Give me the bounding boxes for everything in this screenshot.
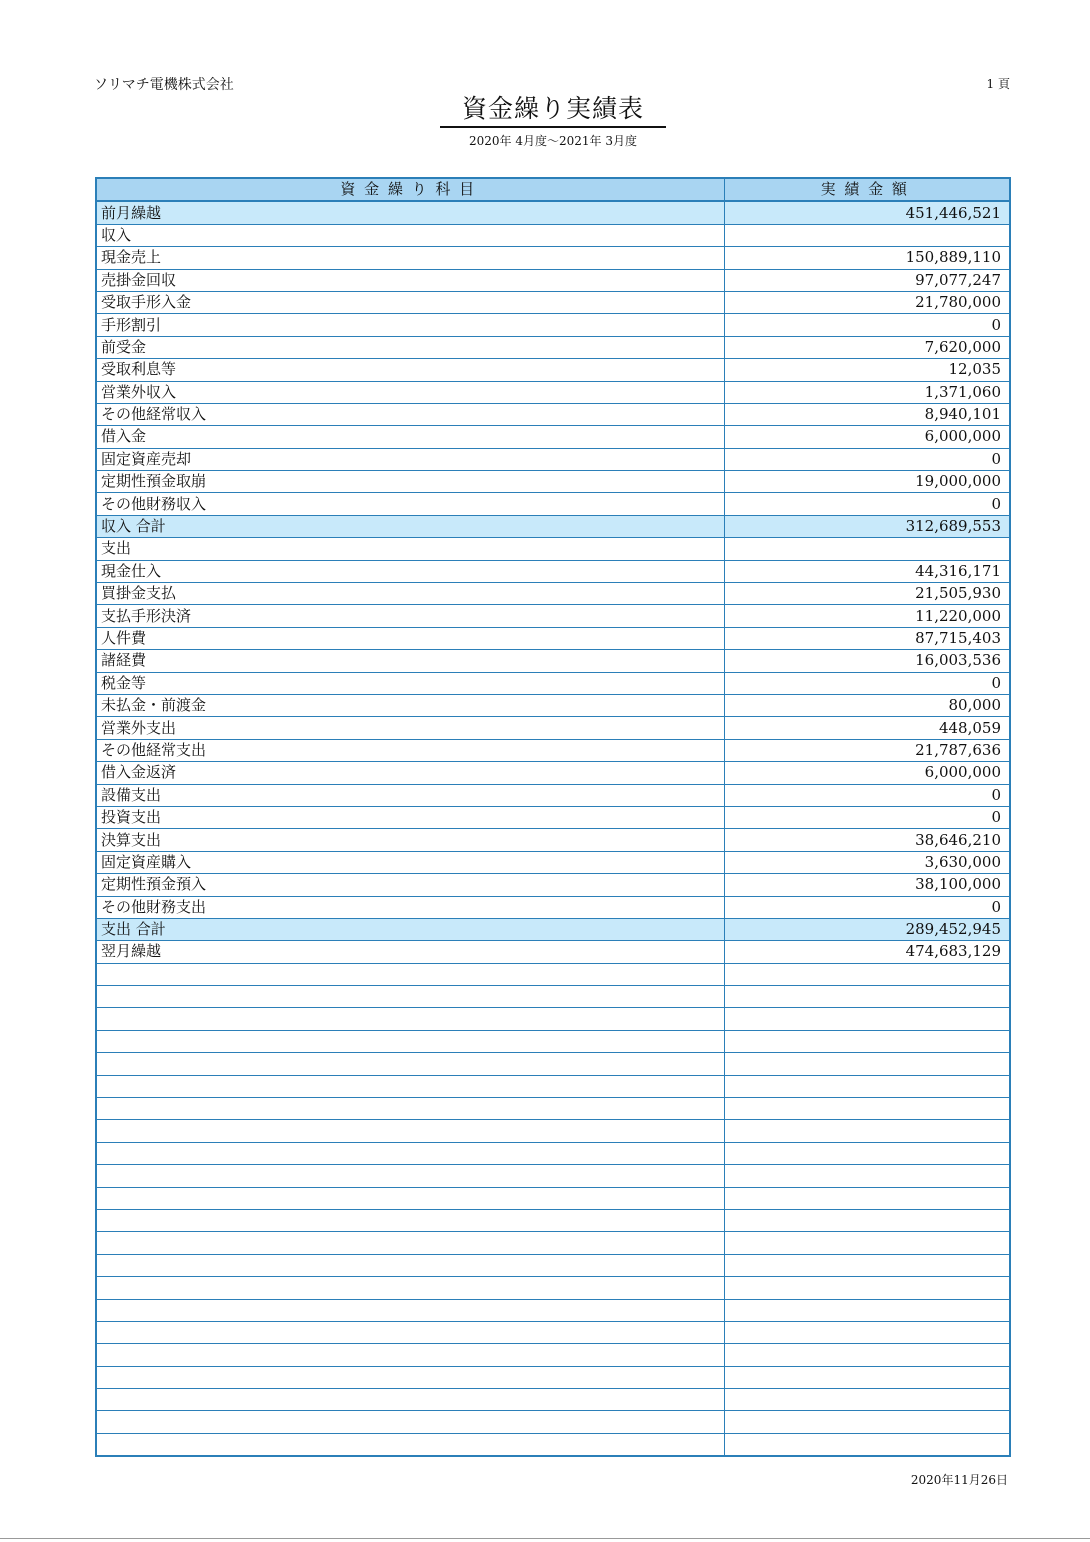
row-label: 税金等 [96, 672, 724, 694]
empty-row [96, 1366, 1010, 1388]
empty-cell [96, 1209, 724, 1231]
table-header-row [96, 178, 1010, 201]
table-row [96, 627, 1010, 649]
row-label: 現金売上 [96, 247, 724, 269]
table-row [96, 381, 1010, 403]
table-row [96, 247, 1010, 269]
table-row [96, 896, 1010, 918]
table-row [96, 583, 1010, 605]
row-amount: 150,889,110 [724, 247, 1010, 269]
table-row [96, 515, 1010, 537]
row-label: 支払手形決済 [96, 605, 724, 627]
empty-row [96, 1344, 1010, 1366]
empty-cell [724, 1344, 1010, 1366]
empty-cell [724, 986, 1010, 1008]
empty-cell [96, 1433, 724, 1456]
page-bottom-rule [0, 1538, 1090, 1539]
row-amount [724, 224, 1010, 246]
company-name: ソリマチ電機株式会社 [94, 77, 234, 93]
row-amount: 0 [724, 672, 1010, 694]
table-row [96, 471, 1010, 493]
table-row [96, 201, 1010, 224]
cash-flow-table [95, 177, 1011, 1457]
empty-row [96, 1142, 1010, 1164]
row-label: 翌月繰越 [96, 941, 724, 963]
empty-cell [96, 986, 724, 1008]
empty-cell [724, 1165, 1010, 1187]
row-amount [724, 538, 1010, 560]
row-label: その他経常支出 [96, 739, 724, 761]
empty-row [96, 963, 1010, 985]
table-row [96, 560, 1010, 582]
report-period: 2020年 4月度～2021年 3月度 [469, 134, 637, 148]
table-body [96, 201, 1010, 1456]
row-amount: 44,316,171 [724, 560, 1010, 582]
empty-cell [724, 1187, 1010, 1209]
empty-cell [96, 1008, 724, 1030]
table-row [96, 672, 1010, 694]
empty-row [96, 1053, 1010, 1075]
row-amount: 0 [724, 784, 1010, 806]
column-header-amount: 実 績 金 額 [724, 178, 1010, 201]
table-row [96, 874, 1010, 896]
table-row [96, 829, 1010, 851]
row-amount: 21,787,636 [724, 739, 1010, 761]
empty-cell [724, 1232, 1010, 1254]
empty-cell [96, 1053, 724, 1075]
table-row [96, 605, 1010, 627]
row-label: 収入 合計 [96, 515, 724, 537]
empty-cell [96, 1277, 724, 1299]
empty-cell [724, 1030, 1010, 1052]
row-amount: 1,371,060 [724, 381, 1010, 403]
row-amount: 0 [724, 493, 1010, 515]
row-label: 固定資産購入 [96, 851, 724, 873]
row-label: 定期性預金預入 [96, 874, 724, 896]
row-label: 固定資産売却 [96, 448, 724, 470]
empty-row [96, 1321, 1010, 1343]
row-amount: 21,505,930 [724, 583, 1010, 605]
row-label: 支出 合計 [96, 918, 724, 940]
table-row [96, 941, 1010, 963]
row-label: その他財務収入 [96, 493, 724, 515]
empty-cell [724, 1433, 1010, 1456]
row-amount: 6,000,000 [724, 762, 1010, 784]
empty-row [96, 1165, 1010, 1187]
empty-cell [96, 963, 724, 985]
empty-cell [96, 1120, 724, 1142]
row-amount: 80,000 [724, 694, 1010, 716]
row-label: 収入 [96, 224, 724, 246]
table-row [96, 739, 1010, 761]
empty-row [96, 1187, 1010, 1209]
row-label: 前受金 [96, 336, 724, 358]
empty-row [96, 1299, 1010, 1321]
table-row [96, 426, 1010, 448]
row-label: 受取手形入金 [96, 291, 724, 313]
empty-cell [724, 1411, 1010, 1433]
empty-cell [96, 1232, 724, 1254]
row-label: その他経常収入 [96, 403, 724, 425]
empty-cell [96, 1344, 724, 1366]
table-row [96, 336, 1010, 358]
report-title: 資金繰り実績表 [440, 92, 666, 128]
row-label: 買掛金支払 [96, 583, 724, 605]
table-row [96, 291, 1010, 313]
empty-cell [724, 1142, 1010, 1164]
empty-cell [96, 1142, 724, 1164]
row-amount: 448,059 [724, 717, 1010, 739]
empty-cell [96, 1165, 724, 1187]
row-label: 定期性預金取崩 [96, 471, 724, 493]
table-row [96, 314, 1010, 336]
table-row [96, 784, 1010, 806]
row-amount: 0 [724, 448, 1010, 470]
table-row [96, 538, 1010, 560]
empty-cell [96, 1389, 724, 1411]
row-amount: 8,940,101 [724, 403, 1010, 425]
row-label: 借入金返済 [96, 762, 724, 784]
row-label: 未払金・前渡金 [96, 694, 724, 716]
empty-row [96, 1411, 1010, 1433]
empty-cell [724, 1008, 1010, 1030]
table-row [96, 224, 1010, 246]
row-amount: 289,452,945 [724, 918, 1010, 940]
table-row [96, 448, 1010, 470]
row-amount: 19,000,000 [724, 471, 1010, 493]
table-row [96, 762, 1010, 784]
empty-row [96, 1433, 1010, 1456]
row-label: 諸経費 [96, 650, 724, 672]
empty-cell [96, 1187, 724, 1209]
empty-cell [724, 963, 1010, 985]
row-label: 支出 [96, 538, 724, 560]
empty-row [96, 1030, 1010, 1052]
empty-cell [724, 1366, 1010, 1388]
empty-row [96, 1075, 1010, 1097]
row-label: 借入金 [96, 426, 724, 448]
row-label: その他財務支出 [96, 896, 724, 918]
empty-cell [96, 1366, 724, 1388]
empty-cell [724, 1075, 1010, 1097]
empty-row [96, 986, 1010, 1008]
table-row [96, 493, 1010, 515]
empty-row [96, 1209, 1010, 1231]
empty-row [96, 1098, 1010, 1120]
row-label: 前月繰越 [96, 201, 724, 224]
row-label: 現金仕入 [96, 560, 724, 582]
print-date: 2020年11月26日 [910, 1473, 1008, 1487]
empty-cell [96, 1075, 724, 1097]
row-label: 設備支出 [96, 784, 724, 806]
table-row [96, 918, 1010, 940]
row-label: 投資支出 [96, 806, 724, 828]
empty-row [96, 1254, 1010, 1276]
empty-cell [96, 1030, 724, 1052]
empty-row [96, 1232, 1010, 1254]
row-amount: 38,100,000 [724, 874, 1010, 896]
empty-cell [96, 1411, 724, 1433]
empty-row [96, 1389, 1010, 1411]
row-amount: 0 [724, 806, 1010, 828]
row-amount: 11,220,000 [724, 605, 1010, 627]
row-amount: 12,035 [724, 359, 1010, 381]
row-label: 受取利息等 [96, 359, 724, 381]
empty-cell [96, 1098, 724, 1120]
row-amount: 0 [724, 314, 1010, 336]
empty-row [96, 1277, 1010, 1299]
table-row [96, 717, 1010, 739]
row-label: 売掛金回収 [96, 269, 724, 291]
row-label: 手形割引 [96, 314, 724, 336]
row-amount: 6,000,000 [724, 426, 1010, 448]
empty-cell [96, 1321, 724, 1343]
empty-row [96, 1008, 1010, 1030]
column-header-item: 資 金 繰 り 科 目 [96, 178, 724, 201]
row-amount: 312,689,553 [724, 515, 1010, 537]
table-row [96, 806, 1010, 828]
row-amount: 7,620,000 [724, 336, 1010, 358]
empty-cell [724, 1120, 1010, 1142]
empty-cell [724, 1389, 1010, 1411]
empty-cell [724, 1098, 1010, 1120]
empty-cell [724, 1254, 1010, 1276]
empty-cell [724, 1299, 1010, 1321]
empty-cell [96, 1299, 724, 1321]
empty-cell [96, 1254, 724, 1276]
row-label: 決算支出 [96, 829, 724, 851]
row-amount: 3,630,000 [724, 851, 1010, 873]
row-amount: 21,780,000 [724, 291, 1010, 313]
table-row [96, 694, 1010, 716]
table-row [96, 269, 1010, 291]
row-label: 営業外収入 [96, 381, 724, 403]
row-amount: 16,003,536 [724, 650, 1010, 672]
row-amount: 451,446,521 [724, 201, 1010, 224]
empty-cell [724, 1053, 1010, 1075]
row-amount: 474,683,129 [724, 941, 1010, 963]
empty-cell [724, 1321, 1010, 1343]
row-label: 人件費 [96, 627, 724, 649]
table-row [96, 403, 1010, 425]
row-amount: 87,715,403 [724, 627, 1010, 649]
row-label: 営業外支出 [96, 717, 724, 739]
table-row [96, 650, 1010, 672]
row-amount: 38,646,210 [724, 829, 1010, 851]
row-amount: 97,077,247 [724, 269, 1010, 291]
table-row [96, 851, 1010, 873]
empty-cell [724, 1209, 1010, 1231]
table-row [96, 359, 1010, 381]
page-number: 1 頁 [986, 77, 1010, 91]
row-amount: 0 [724, 896, 1010, 918]
empty-row [96, 1120, 1010, 1142]
empty-cell [724, 1277, 1010, 1299]
